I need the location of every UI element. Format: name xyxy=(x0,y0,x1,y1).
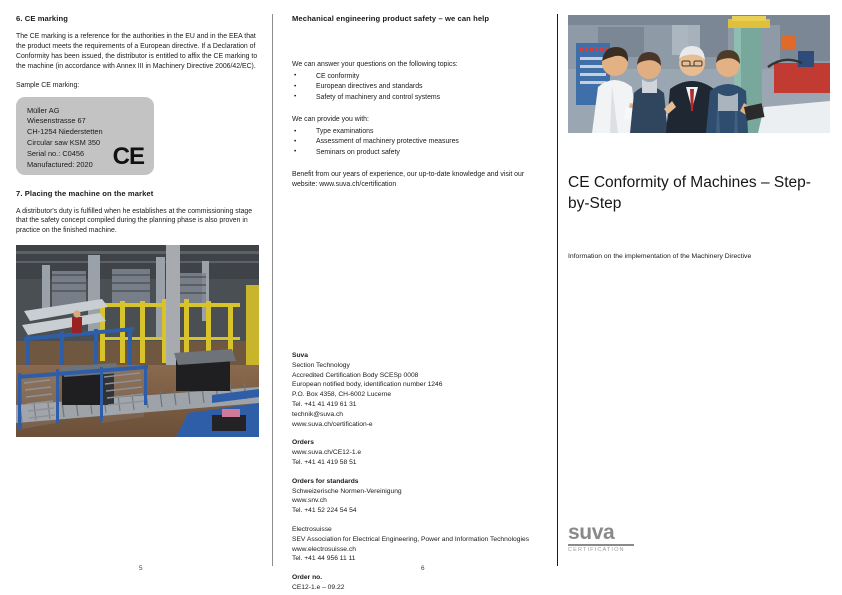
contact-website[interactable]: www.suva.ch/certification-e xyxy=(292,420,373,428)
page-subtitle: Information on the implementation of the Machinery Directive xyxy=(568,253,752,260)
engineers-inspecting-machine-photo xyxy=(568,15,830,133)
ce-plate-street: Wiesenstrasse 67 xyxy=(27,116,86,126)
list-item: • Seminars on product safety xyxy=(292,148,542,158)
contact-orders-heading: Orders xyxy=(292,439,314,447)
contact-line: SEV Association for Electrical Engineering, Power and Information Technologies xyxy=(292,535,530,543)
logo-rule xyxy=(568,544,634,546)
ce-logo-mark: CE xyxy=(112,142,144,170)
column-divider-right xyxy=(557,14,558,566)
suva-logo-subtext: CERTIFICATION xyxy=(568,546,625,553)
placing-on-market-paragraph: A distributor's duty is fulfilled when he establishes at the commissioning stage that the safety concept compiled during the planning phase is also proven in practice on the finished machine. xyxy=(16,207,253,235)
suva-logo-wordmark: suva xyxy=(568,521,615,544)
list-item: • Safety of machinery and control systems xyxy=(292,93,542,103)
mechanical-engineering-heading: Mechanical engineering product safety – we can help xyxy=(292,14,490,23)
contact-suva xyxy=(292,351,542,429)
list-item: • CE conformity xyxy=(292,72,542,82)
contact-email[interactable]: technik@suva.ch xyxy=(292,410,344,418)
contact-website[interactable]: www.suva.ch/CE12-1.e xyxy=(292,449,362,457)
list-item: • Type examinations xyxy=(292,127,542,137)
contact-orders xyxy=(292,438,542,467)
contact-line: Section Technology xyxy=(292,361,350,369)
ce-sample-plate xyxy=(16,97,154,175)
ce-marking-paragraph: The CE marking is a reference for the authorities in the EU and in the EEA that the product meets the requirements of a European directive. If a Declaration of Conformity has been issued, the distributor is entitled to affix the CE marking to the machine (in accordance with Annex III in Machinery Directive 2006/42/EC). xyxy=(16,33,258,70)
middle-column xyxy=(292,14,542,593)
contact-phone: Tel. +41 44 956 11 11 xyxy=(292,555,356,563)
contact-phone: Tel. +41 41 419 61 31 xyxy=(292,401,357,409)
list-item: • Assessment of machinery protective measures xyxy=(292,137,542,147)
contact-order-no-heading: Order no. xyxy=(292,574,323,582)
ce-plate-lines xyxy=(27,106,103,171)
topics-list xyxy=(292,72,542,103)
sample-ce-marking-label: Sample CE marking: xyxy=(16,81,80,89)
list-item: • European directives and standards xyxy=(292,82,542,92)
benefit-paragraph: Benefit from our years of experience, our up-to-date knowledge and visit our website: www.suva.ch/certification xyxy=(292,171,525,189)
contact-line: Schweizerische Normen-Vereinigung xyxy=(292,487,402,495)
ce-plate-year: Manufactured: 2020 xyxy=(27,160,93,170)
page-number-right: 6 xyxy=(421,565,425,572)
page-title: CE Conformity of Machines – Step-by-Step xyxy=(568,174,811,212)
contact-phone: Tel. +41 41 419 58 51 xyxy=(292,459,357,467)
section-heading-ce-marking: 6. CE marking xyxy=(16,14,68,23)
order-number-value: CE12-1.e – 09.22 xyxy=(292,584,345,591)
contact-order-no xyxy=(292,573,542,593)
contact-block xyxy=(292,351,542,593)
contact-line: Electrosuisse xyxy=(292,526,332,534)
contact-suva-heading: Suva xyxy=(292,352,308,360)
contact-line: European notified body, identification number 1246 xyxy=(292,381,443,389)
left-column xyxy=(16,14,260,437)
ce-plate-machine: Circular saw KSM 350 xyxy=(27,138,101,148)
contact-orders-standards xyxy=(292,477,542,516)
conveyor-factory-photo xyxy=(16,245,259,437)
services-list xyxy=(292,127,542,158)
contact-website[interactable]: www.electrosuisse.ch xyxy=(292,545,356,553)
ce-plate-company: Müller AG xyxy=(27,105,60,115)
contact-line: Accredited Certification Body SCESp 0008 xyxy=(292,371,419,379)
contact-orders-standards-heading: Orders for standards xyxy=(292,477,359,485)
contact-phone: Tel. +41 52 224 54 54 xyxy=(292,507,357,515)
contact-electrosuisse xyxy=(292,525,542,564)
contact-website[interactable]: www.snv.ch xyxy=(292,497,327,505)
services-lead: We can provide you with: xyxy=(292,116,369,124)
topics-lead: We can answer your questions on the following topics: xyxy=(292,61,458,68)
contact-line: P.O. Box 4358, CH-6002 Lucerne xyxy=(292,391,392,399)
suva-certification-logo xyxy=(568,523,640,553)
ce-plate-serial: Serial no.: C0456 xyxy=(27,149,85,159)
column-divider-left xyxy=(272,14,273,566)
ce-plate-city: CH-1254 Niederstetten xyxy=(27,127,103,137)
section-heading-placing-on-market: 7. Placing the machine on the market xyxy=(16,188,154,198)
page-number-left: 5 xyxy=(139,565,143,572)
